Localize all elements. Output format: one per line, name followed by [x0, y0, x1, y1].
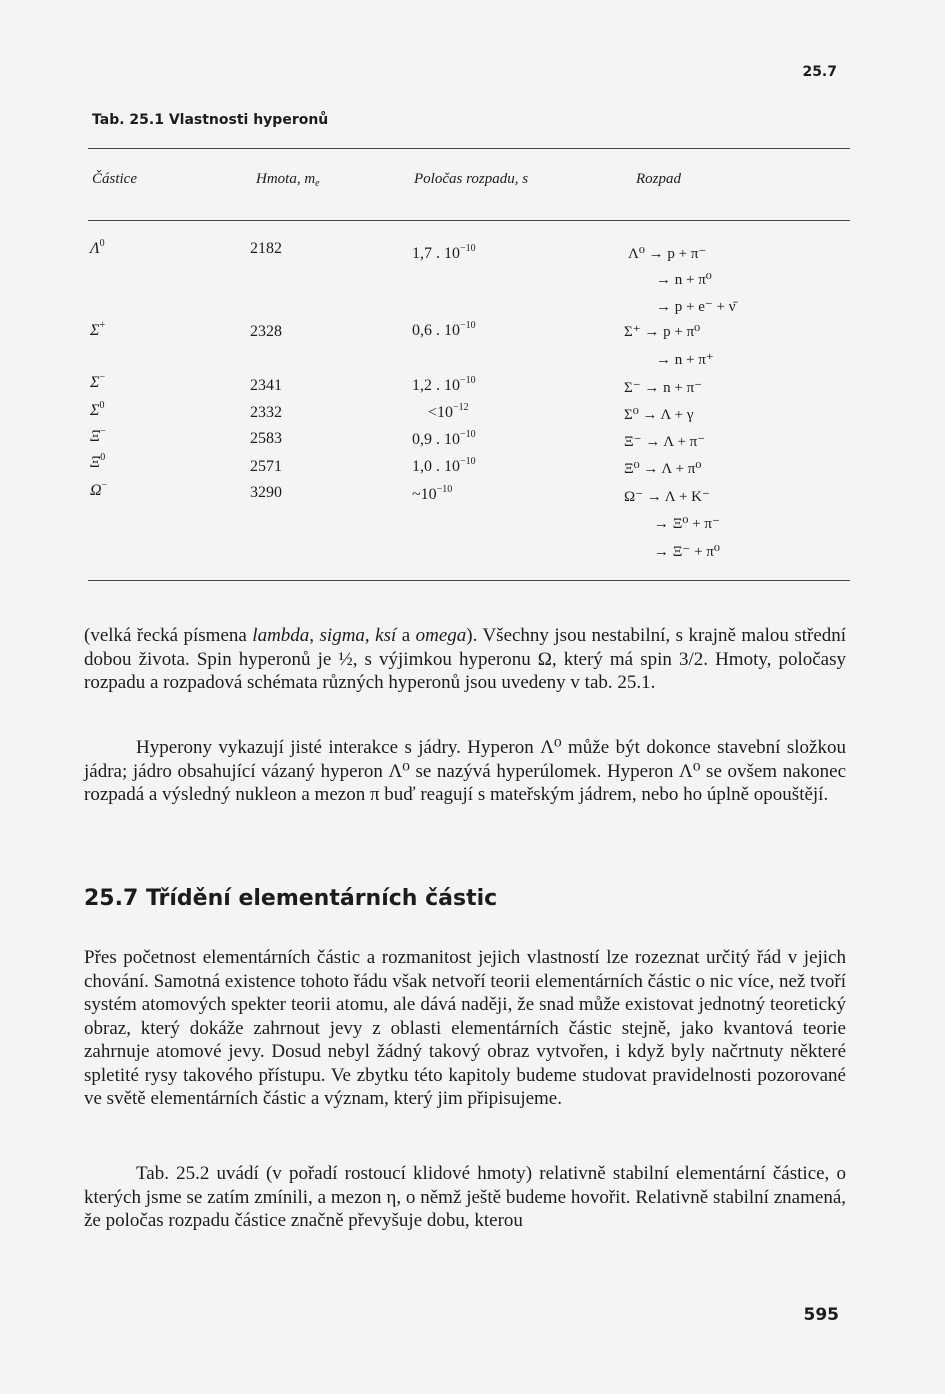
- paragraph1-term: omega: [415, 625, 467, 646]
- paragraph1-text: ). Všechny jsou nestabilní, s krajně malou střední dobou života. Spin hyperonů je ½, s výjimkou hyperonu Ω, který má spin 3/2. Hmoty, poločasy rozpadu a rozpadová schémata různých hyperonů jsou uvedeny v tab. 25.1.: [84, 625, 847, 693]
- particle-symbol: Σ: [90, 374, 100, 391]
- halflife-base: 0,9 . 10: [412, 431, 460, 448]
- particle-symbol: Λ: [90, 240, 100, 257]
- particle-symbol: Ξ: [90, 428, 101, 445]
- halflife-base: 1,0 . 10: [412, 458, 460, 475]
- col-header-decay: Rozpad: [636, 171, 681, 187]
- table-bottom-rule: [88, 580, 850, 581]
- decay-line: Σ⁰ → Λ + γ: [624, 407, 694, 423]
- table-row-halflife: [412, 322, 476, 340]
- table-row-halflife: [412, 377, 476, 395]
- decay-line: → Ξ⁰ + π⁻: [654, 516, 720, 532]
- halflife-exponent: −10: [460, 456, 476, 467]
- page-number: 595: [803, 1305, 839, 1325]
- halflife-base: ~10: [412, 486, 437, 503]
- table-top-rule: [88, 148, 850, 149]
- table-caption: Tab. 25.1 Vlastnosti hyperonů: [92, 112, 329, 128]
- table-row-halflife: [412, 431, 476, 449]
- table-row-particle: [90, 374, 105, 392]
- particle-charge: 0: [99, 238, 105, 249]
- particle-charge: 0: [100, 452, 106, 463]
- halflife-exponent: −10: [460, 375, 476, 386]
- halflife-base: 1,7 . 10: [412, 245, 460, 262]
- paragraph1-term: lambda: [252, 625, 310, 646]
- particle-symbol: Ω: [90, 482, 102, 499]
- table-row-mass: 2182: [250, 240, 282, 257]
- col-header-particle: Částice: [92, 171, 137, 187]
- paragraph1-text: (velká řecká písmena: [84, 625, 253, 646]
- decay-line: Ξ⁻ → Λ + π⁻: [624, 434, 706, 450]
- table-row-mass: 2332: [250, 404, 282, 421]
- table-row-particle: [90, 240, 105, 258]
- table-header-rule: [88, 220, 850, 221]
- table-row-mass: 2341: [250, 377, 282, 394]
- paragraph1-term: ksí: [375, 625, 397, 646]
- table-row-particle: [90, 482, 107, 500]
- decay-line: → Ξ⁻ + π⁰: [654, 544, 720, 560]
- paragraph1-text: a: [396, 625, 416, 646]
- body-paragraph: [84, 624, 846, 695]
- particle-charge: −: [100, 426, 106, 437]
- decay-line: → n + π⁰: [656, 272, 712, 288]
- halflife-base: <10: [428, 404, 454, 421]
- table-row-mass: 2583: [250, 430, 282, 447]
- particle-charge: −: [99, 372, 106, 383]
- section-number: 25.7: [802, 64, 837, 80]
- decay-line: → n + π⁺: [656, 352, 714, 368]
- body-paragraph: Tab. 25.2 uvádí (v pořadí rostoucí klidové hmoty) relativně stabilní elementární částice, o kterých jsme se zatím zmínili, a mezon η, o němž ještě budeme hovořit. Relativně stabilní znamená, že poločas rozpadu částice značně převyšuje dobu, kterou: [84, 1163, 846, 1231]
- table-row-particle: [90, 454, 105, 472]
- particle-charge: +: [99, 320, 106, 331]
- halflife-base: 1,2 . 10: [412, 377, 460, 394]
- body-paragraph: Hyperony vykazují jisté interakce s jádry. Hyperon Λ⁰ může být dokonce stavební složkou jádra; jádro obsahující vázaný hyperon Λ⁰ se nazývá hyperúlomek. Hyperon Λ⁰ se ovšem nakonec rozpadá a výsledný nukleon a mezon π buď reagují s mateřským jádrem, nebo ho úplně opouštějí.: [84, 737, 846, 805]
- table-row-mass: 3290: [250, 484, 282, 501]
- col-header-mass-sub: e: [315, 178, 320, 189]
- table-row-mass: 2328: [250, 323, 282, 340]
- body-paragraph: Přes početnost elementárních částic a rozmanitost jejich vlastností lze rozeznat určitý řád v jejich chování. Samotná existence tohoto řádu však netvoří teorii elementárních částic o nic více, než tvoří systém atomových spekter teorii atomu, ale dává naději, že snad může existovat jednotný teoretický obraz, který dokáže zahrnout jevy z oblasti elementárních částic stejně, jako kvantová teorie zahrnuje atomové jevy. Dosud nebyl žádný takový obraz vytvořen, i když byly načrtnuty některé spletité rysy takového přístupu. Ve zbytku této kapitoly budeme studovat pravidelnosti pozorované ve světě elementárních částic a význam, který jim připisujeme.: [84, 947, 846, 1109]
- table-row-particle: [90, 428, 106, 446]
- paragraph1-text: ,: [364, 625, 376, 646]
- halflife-base: 0,6 . 10: [412, 322, 460, 339]
- col-header-mass: [256, 171, 320, 188]
- particle-symbol: Ξ: [90, 454, 101, 471]
- section-heading: 25.7 Třídění elementárních částic: [84, 886, 498, 911]
- table-row-halflife: [412, 245, 476, 263]
- halflife-exponent: −10: [460, 429, 476, 440]
- particle-charge: 0: [99, 400, 105, 411]
- col-header-halflife: Poločas rozpadu, s: [414, 171, 529, 187]
- table-row-halflife: [428, 404, 469, 422]
- decay-line: Ω⁻ → Λ + K⁻: [624, 489, 710, 505]
- table-row-mass: 2571: [250, 458, 282, 475]
- table-row-particle: [90, 402, 105, 420]
- decay-line: Σ⁻ → n + π⁻: [624, 380, 703, 396]
- table-row-particle: [90, 322, 105, 340]
- particle-symbol: Σ: [90, 322, 100, 339]
- halflife-exponent: −10: [460, 243, 476, 254]
- decay-line: Σ⁺ → p + π⁰: [624, 324, 701, 340]
- col-header-mass-label: Hmota, m: [256, 171, 316, 187]
- particle-charge: −: [101, 480, 108, 491]
- decay-line: Λ⁰ → p + π⁻: [628, 246, 707, 262]
- halflife-exponent: −10: [460, 320, 476, 331]
- halflife-exponent: −10: [436, 484, 453, 495]
- table-row-halflife: [412, 458, 476, 476]
- decay-line: → p + e⁻ + ν̄: [656, 299, 736, 315]
- halflife-exponent: −12: [453, 402, 469, 413]
- paragraph1-term: sigma: [319, 625, 365, 646]
- paragraph1-text: ,: [309, 625, 320, 646]
- particle-symbol: Σ: [90, 402, 100, 419]
- decay-line: Ξ⁰ → Λ + π⁰: [624, 461, 702, 477]
- table-row-halflife: [412, 486, 452, 504]
